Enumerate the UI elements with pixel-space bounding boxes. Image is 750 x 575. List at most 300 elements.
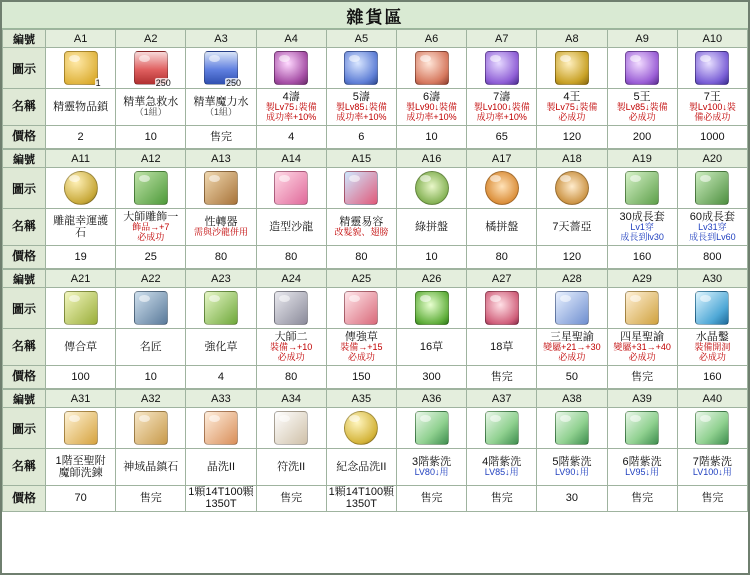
price-cell — [467, 246, 537, 269]
item-price-sub: 100顆1350T — [205, 486, 254, 511]
item-code: A37 — [467, 390, 537, 408]
item-code: A4 — [256, 30, 326, 48]
name-cell — [256, 89, 326, 126]
item-code: A15 — [326, 150, 396, 168]
icon-cell[interactable] — [607, 168, 677, 209]
price-cell — [186, 366, 256, 389]
price-cell — [116, 366, 186, 389]
icon-cell[interactable] — [537, 168, 607, 209]
price-cell — [677, 126, 747, 149]
item-icon[interactable] — [413, 171, 451, 205]
price-cell — [256, 486, 326, 512]
name-cell — [46, 329, 116, 366]
item-icon[interactable] — [132, 411, 170, 445]
item-price: 19 — [74, 250, 87, 263]
item-code: A20 — [677, 150, 747, 168]
item-code: A12 — [116, 150, 186, 168]
icon-cell[interactable] — [256, 408, 326, 449]
icon-shine — [209, 295, 220, 302]
icon-cell[interactable] — [326, 408, 396, 449]
icon-cell[interactable] — [396, 168, 466, 209]
item-price: 300 — [422, 370, 441, 383]
item-quantity: 1 — [95, 78, 101, 88]
item-price: 80 — [355, 250, 368, 263]
item-icon[interactable] — [553, 291, 591, 325]
plate-orange-icon — [485, 171, 519, 205]
row-label-name: 名稱 — [3, 89, 46, 126]
icon-cell[interactable] — [396, 408, 466, 449]
item-name-sub: Lv1穿 — [630, 222, 654, 233]
icon-cell[interactable] — [537, 288, 607, 329]
item-icon[interactable] — [483, 291, 521, 325]
item-name-sub: LV85↓用 — [484, 467, 519, 478]
code-row — [3, 150, 748, 168]
item-name: 16草 — [419, 340, 444, 353]
shop-block-1 — [2, 29, 748, 149]
price-cell — [116, 246, 186, 269]
name-cell — [116, 449, 186, 486]
icon-cell[interactable] — [186, 48, 256, 89]
sword-icon — [134, 411, 168, 445]
item-name: 4階紫洗 — [482, 455, 522, 468]
name-cell — [537, 449, 607, 486]
name-row — [3, 89, 748, 126]
row-label-icon: 圖示 — [3, 408, 46, 449]
item-icon[interactable] — [342, 51, 380, 85]
item-name-sub: Lv31穿 — [698, 222, 727, 233]
icon-cell[interactable] — [396, 48, 466, 89]
icon-shine — [490, 295, 501, 302]
item-name-sub2: 成功率+10% — [336, 112, 387, 123]
item-icon[interactable] — [483, 171, 521, 205]
hour-icon — [64, 411, 98, 445]
item-icon[interactable] — [272, 291, 310, 325]
item-icon[interactable] — [623, 51, 661, 85]
name-cell — [46, 209, 116, 246]
item-name: 造型沙龍 — [269, 220, 314, 233]
icon-cell[interactable] — [256, 168, 326, 209]
item-icon[interactable] — [623, 291, 661, 325]
icon-cell[interactable] — [116, 408, 186, 449]
row-label-icon: 圖示 — [3, 288, 46, 329]
item-price: 10 — [425, 130, 438, 143]
name-cell — [467, 89, 537, 126]
item-price: 65 — [495, 130, 508, 143]
icon-cell[interactable] — [116, 288, 186, 329]
item-price: 售完 — [280, 492, 303, 505]
price-cell — [396, 486, 466, 512]
name-cell — [116, 89, 186, 126]
icon-cell[interactable] — [396, 288, 466, 329]
item-price: 售完 — [139, 492, 162, 505]
item-icon[interactable] — [342, 291, 380, 325]
name-cell — [186, 449, 256, 486]
price-cell — [326, 486, 396, 512]
item-price: 80 — [285, 370, 298, 383]
item-code: A6 — [396, 30, 466, 48]
icon-shine — [560, 55, 571, 62]
item-icon[interactable] — [202, 51, 241, 88]
row-label-code: 編號 — [3, 390, 46, 408]
ore-icon — [274, 291, 308, 325]
item-code: A35 — [326, 390, 396, 408]
item-icon[interactable] — [272, 411, 310, 445]
shop-block-3 — [2, 269, 748, 389]
icon-cell[interactable] — [326, 168, 396, 209]
item-icon[interactable] — [413, 411, 451, 445]
name-cell — [326, 449, 396, 486]
icon-cell[interactable] — [467, 48, 537, 89]
icon-row — [3, 288, 748, 329]
item-code: A29 — [607, 270, 677, 288]
item-name: 4濤 — [282, 90, 300, 103]
icon-shine — [69, 175, 80, 182]
item-icon[interactable] — [413, 51, 451, 85]
price-cell — [537, 246, 607, 269]
price-cell — [186, 486, 256, 512]
item-name: 精靈物品鎖 — [53, 100, 109, 113]
icon-cell[interactable] — [46, 408, 116, 449]
item-name: 1階至聖附 — [55, 454, 106, 467]
price-cell — [677, 486, 747, 512]
item-code: A36 — [396, 390, 466, 408]
item-name-sub: 製Lv85↓裝備 — [616, 102, 668, 113]
item-price: 售完 — [490, 370, 513, 383]
item-name: 晶洗II — [206, 460, 236, 473]
item-price: 160 — [703, 370, 722, 383]
row-label-icon: 圖示 — [3, 168, 46, 209]
icon-cell[interactable] — [186, 288, 256, 329]
item-name: 大師二 — [274, 330, 308, 343]
item-icon[interactable] — [272, 51, 310, 85]
code-row — [3, 270, 748, 288]
item-name: 18草 — [490, 340, 514, 353]
item-icon[interactable] — [553, 171, 591, 205]
icon-cell[interactable] — [116, 168, 186, 209]
item-icon[interactable] — [132, 51, 171, 88]
name-cell — [326, 89, 396, 126]
icon-shine — [349, 55, 360, 62]
item-icon[interactable] — [483, 51, 521, 85]
icon-shine — [560, 415, 571, 422]
price-cell — [396, 126, 466, 149]
item-code: A5 — [326, 30, 396, 48]
item-code: A26 — [396, 270, 466, 288]
item-name-sub2: 成功率+10% — [266, 112, 317, 123]
item-icon[interactable] — [62, 411, 100, 445]
item-quantity: 250 — [225, 78, 241, 88]
name-cell — [677, 449, 747, 486]
item-icon[interactable] — [693, 171, 731, 205]
row-label-name: 名稱 — [3, 209, 46, 246]
item-price: 10 — [144, 130, 157, 143]
item-code: A8 — [537, 30, 607, 48]
row-label-price: 價格 — [3, 126, 46, 149]
icon-shine — [700, 415, 711, 422]
icon-cell[interactable] — [467, 288, 537, 329]
item-code: A28 — [537, 270, 607, 288]
name-cell — [256, 209, 326, 246]
item-code: A25 — [326, 270, 396, 288]
wash-icon — [695, 411, 729, 445]
row-label-code: 編號 — [3, 150, 46, 168]
icon-shine — [69, 295, 80, 302]
icon-shine — [349, 415, 360, 422]
item-name: 強化草 — [204, 340, 238, 353]
clover2-icon — [485, 291, 519, 325]
item-name-sub: LV90↓用 — [554, 467, 589, 478]
name-cell — [537, 329, 607, 366]
item-name: 性轉器 — [204, 215, 238, 228]
item-icon[interactable] — [132, 171, 170, 205]
row-label-price: 價格 — [3, 486, 46, 512]
name-cell — [607, 449, 677, 486]
icon-cell[interactable] — [677, 168, 747, 209]
icon-shine — [420, 175, 431, 182]
name-cell — [467, 209, 537, 246]
name-cell — [396, 209, 466, 246]
item-name-sub: （1組） — [204, 107, 237, 118]
icon-row — [3, 408, 748, 449]
price-cell — [116, 486, 186, 512]
item-code: A40 — [677, 390, 747, 408]
name-cell — [537, 209, 607, 246]
item-code: A31 — [46, 390, 116, 408]
item-icon[interactable] — [62, 291, 100, 325]
item-icon[interactable] — [202, 411, 240, 445]
item-icon[interactable] — [272, 171, 310, 205]
shop-block-4 — [2, 389, 748, 512]
price-cell — [607, 366, 677, 389]
icon-shine — [209, 175, 220, 182]
name-cell — [396, 89, 466, 126]
item-code: A10 — [677, 30, 747, 48]
price-cell — [256, 246, 326, 269]
icon-cell[interactable] — [116, 48, 186, 89]
icon-cell[interactable] — [607, 408, 677, 449]
name-cell — [326, 329, 396, 366]
icon-cell[interactable] — [467, 408, 537, 449]
item-icon[interactable] — [132, 291, 170, 325]
icon-cell[interactable] — [186, 408, 256, 449]
item-icon[interactable] — [202, 291, 240, 325]
item-code: A11 — [46, 150, 116, 168]
item-price: 800 — [703, 250, 722, 263]
price-cell — [537, 126, 607, 149]
item-name-sub2: 必成功 — [277, 352, 305, 363]
code-row — [3, 30, 748, 48]
icon-cell[interactable] — [46, 168, 116, 209]
icon-shine — [630, 295, 641, 302]
item-name-sub: 製Lv85↓裝備 — [335, 102, 387, 113]
item-name: 3階紫洗 — [411, 455, 452, 468]
item-price: 70 — [74, 492, 87, 505]
icon-shine — [349, 175, 360, 182]
icon-shine — [700, 55, 711, 62]
page-title: 雜貨區 — [346, 7, 404, 27]
key-icon — [64, 51, 98, 85]
item-code: A22 — [116, 270, 186, 288]
item-price: 100 — [71, 370, 90, 383]
name-cell — [607, 329, 677, 366]
item-name: 7階紫洗 — [692, 455, 732, 468]
icon-cell[interactable] — [677, 48, 747, 89]
icon-cell[interactable] — [607, 48, 677, 89]
leaf-icon — [204, 291, 238, 325]
item-name-sub: 石 — [75, 227, 87, 239]
item-name: 綠拼盤 — [415, 220, 449, 233]
item-code: A38 — [537, 390, 607, 408]
item-icon[interactable] — [623, 411, 661, 445]
icon-cell[interactable] — [326, 288, 396, 329]
price-cell — [46, 246, 116, 269]
item-icon[interactable] — [413, 291, 451, 325]
item-name: 5王 — [633, 90, 651, 103]
item-name-sub2: 必成功 — [558, 112, 586, 123]
row-label-price: 價格 — [3, 366, 46, 389]
item-name-sub: 魔師洗鍊 — [58, 467, 103, 479]
item-icon[interactable] — [62, 171, 100, 205]
herb-icon — [64, 291, 98, 325]
crownw4-icon — [555, 51, 589, 85]
item-name: 精華魔力水 — [193, 95, 249, 108]
price-cell — [467, 126, 537, 149]
price-cell — [537, 486, 607, 512]
shop-tables — [2, 29, 748, 512]
item-code: A16 — [396, 150, 466, 168]
item-icon[interactable] — [342, 171, 380, 205]
price-cell — [607, 486, 677, 512]
item-name-sub: 裝備開洞 — [694, 342, 731, 353]
price-cell — [326, 246, 396, 269]
name-cell — [256, 329, 326, 366]
item-price: 25 — [144, 250, 157, 263]
icon-shine — [700, 295, 711, 302]
icon-shine — [420, 295, 431, 302]
item-icon[interactable] — [693, 291, 731, 325]
row-label-code: 編號 — [3, 270, 46, 288]
item-name: 名匠 — [139, 340, 162, 353]
icon-shine — [349, 295, 360, 302]
item-price: 1000 — [700, 130, 725, 143]
icon-shine — [490, 415, 501, 422]
name-row — [3, 329, 748, 366]
icon-shine — [490, 55, 501, 62]
sex-icon — [204, 171, 238, 205]
icon-shine — [700, 175, 711, 182]
item-price: 售完 — [631, 370, 654, 383]
paper-icon — [274, 411, 308, 445]
item-icon[interactable] — [342, 411, 380, 445]
wash-icon — [625, 411, 659, 445]
title-bar — [2, 2, 748, 29]
icon-shine — [139, 55, 150, 62]
item-icon[interactable] — [553, 51, 591, 85]
sand-icon — [274, 171, 308, 205]
item-name-sub2: 必成功 — [628, 352, 656, 363]
item-icon[interactable] — [62, 51, 101, 88]
shop-block-2 — [2, 149, 748, 269]
icon-shine — [69, 415, 80, 422]
item-icon[interactable] — [693, 411, 731, 445]
scroll4-icon — [625, 291, 659, 325]
item-code: A14 — [256, 150, 326, 168]
item-icon[interactable] — [483, 411, 521, 445]
item-icon[interactable] — [553, 411, 591, 445]
item-name-sub: 製Lv75↓裝備 — [265, 102, 317, 113]
icon-cell[interactable] — [467, 168, 537, 209]
item-name-sub: 裝備→+15 — [340, 342, 383, 353]
icon-shine — [209, 55, 220, 62]
item-name: 60成長套 — [689, 210, 735, 223]
crown6-icon — [415, 51, 449, 85]
name-cell — [396, 329, 466, 366]
row-label-name: 名稱 — [3, 449, 46, 486]
item-code: A21 — [46, 270, 116, 288]
name-cell — [326, 209, 396, 246]
price-cell — [607, 246, 677, 269]
code-row — [3, 390, 748, 408]
item-icon[interactable] — [202, 171, 240, 205]
item-price: 30 — [565, 492, 579, 505]
herb2-icon — [344, 291, 378, 325]
item-code: A32 — [116, 390, 186, 408]
item-name: 傳合草 — [64, 340, 98, 353]
name-cell — [186, 209, 256, 246]
item-name: 橘拼盤 — [485, 220, 519, 233]
item-icon[interactable] — [693, 51, 731, 85]
icon-cell[interactable] — [46, 48, 116, 89]
icon-cell[interactable] — [326, 48, 396, 89]
item-name-sub2: 必成功 — [558, 352, 586, 363]
icon-cell[interactable] — [537, 408, 607, 449]
icon-cell[interactable] — [256, 288, 326, 329]
price-cell — [537, 366, 607, 389]
item-price: 80 — [285, 250, 298, 263]
item-code: A17 — [467, 150, 537, 168]
icon-cell[interactable] — [186, 168, 256, 209]
icon-shine — [630, 175, 641, 182]
item-name-sub: 製Lv90↓裝備 — [406, 102, 458, 113]
icon-cell[interactable] — [677, 288, 747, 329]
item-price: 2 — [77, 130, 84, 143]
item-name: 三星聖諭 — [549, 330, 594, 343]
crown5-icon — [344, 51, 378, 85]
item-name-sub2: 成長到Lv60 — [689, 232, 736, 243]
price-cell — [116, 126, 186, 149]
item-price: 售完 — [701, 492, 724, 505]
item-price: 200 — [632, 130, 652, 143]
icon-cell[interactable] — [607, 288, 677, 329]
item-name: 精靈易容 — [339, 215, 384, 228]
price-cell — [677, 246, 747, 269]
icon-shine — [420, 55, 431, 62]
icon-cell[interactable] — [256, 48, 326, 89]
icon-cell[interactable] — [537, 48, 607, 89]
item-icon[interactable] — [623, 171, 661, 205]
item-name: 6階紫洗 — [622, 455, 662, 468]
item-name: 4王 — [563, 90, 581, 103]
price-row — [3, 486, 748, 512]
crystal2-icon — [204, 411, 238, 445]
name-cell — [186, 329, 256, 366]
item-name-sub: LV95↓用 — [625, 467, 660, 478]
icon-cell[interactable] — [677, 408, 747, 449]
name-cell — [467, 329, 537, 366]
price-cell — [396, 246, 466, 269]
icon-cell[interactable] — [46, 288, 116, 329]
item-name-sub: 變屬+21→+30 — [543, 342, 601, 353]
